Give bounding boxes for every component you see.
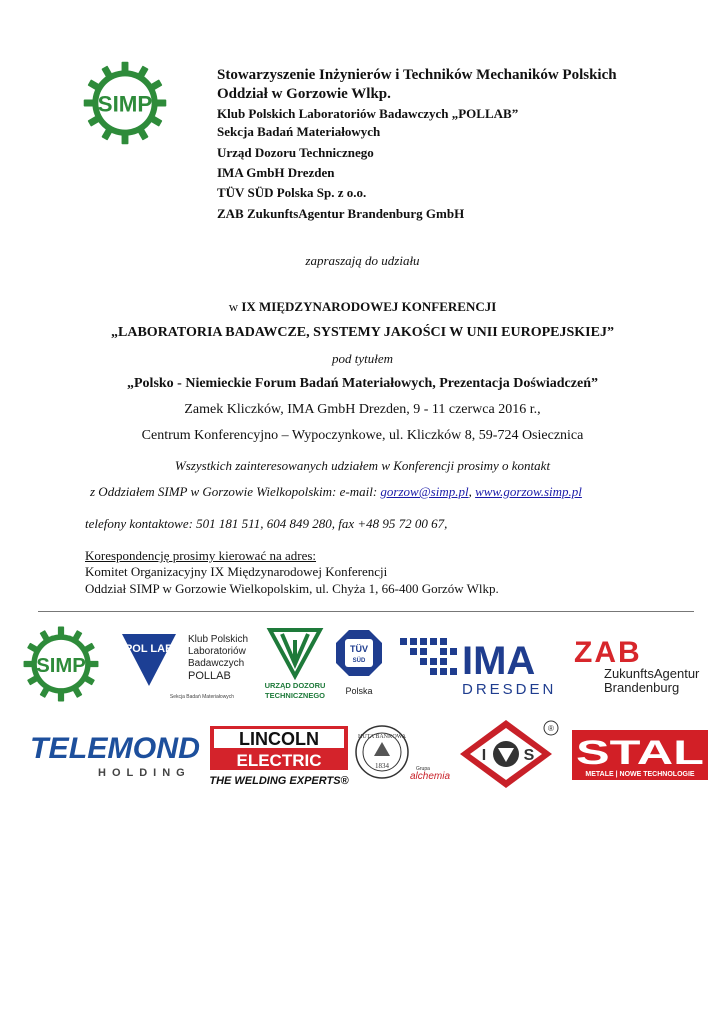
svg-text:ZukunftsAgentur: ZukunftsAgentur (604, 666, 700, 681)
svg-text:SIMP: SIMP (97, 91, 153, 117)
udt-logo (264, 626, 326, 704)
venue-address: Centrum Konferencyjno – Wypoczynkowe, ul. Kliczków 8, 59-724 Osiecznica (141, 428, 584, 443)
contact-line-1: Wszystkich zainteresowanych udziałem w Konferencji prosimy o kontakt (174, 458, 551, 473)
svg-text:®: ® (548, 724, 554, 733)
zab-logo (572, 632, 710, 696)
huta-bankowa-logo (354, 724, 452, 784)
svg-text:TECHNICZNEGO: TECHNICZNEGO (265, 691, 325, 700)
svg-text:I: I (481, 747, 487, 764)
svg-text:Grupa: Grupa (416, 766, 430, 772)
svg-text:alchemia: alchemia (410, 771, 451, 782)
svg-text:STAL: STAL (576, 734, 704, 772)
org-zab: ZAB ZukunftsAgentur Brandenburg GmbH (217, 206, 465, 221)
website-link[interactable]: www.gorzow.simp.pl (475, 484, 582, 499)
tuv-logo (334, 628, 384, 700)
svg-text:METALE | NOWE TECHNOLOGIE: METALE | NOWE TECHNOLOGIE (585, 771, 695, 778)
org-pollab: Klub Polskich Laboratoriów Badawczych „POLLAB” (217, 106, 519, 121)
telemond-logo (28, 726, 204, 782)
org-tuv: TÜV SÜD Polska Sp. z o.o. (217, 185, 367, 200)
conference-subtitle: „Polsko - Niemieckie Forum Badań Materiałowych, Prezentacja Doświadczeń” (127, 376, 598, 391)
svg-text:TELEMOND: TELEMOND (30, 732, 200, 765)
svg-text:POLLAB: POLLAB (188, 670, 231, 682)
svg-text:THE WELDING EXPERTS®: THE WELDING EXPERTS® (209, 775, 349, 787)
org-simp: Stowarzyszenie Inżynierów i Techników Mechaników Polskich (217, 67, 617, 83)
svg-text:Badawczych: Badawczych (188, 658, 245, 669)
stal-logo (570, 728, 712, 784)
svg-text:1834: 1834 (375, 762, 389, 770)
svg-text:POL LAB: POL LAB (124, 643, 174, 655)
org-udt: Urząd Dozoru Technicznego (217, 145, 374, 160)
venue-date: Zamek Kliczków, IMA GmbH Drezden, 9 - 11 czerwca 2016 r., (184, 402, 541, 417)
simp-sponsor-logo (22, 625, 100, 703)
email-link[interactable]: gorzow@simp.pl (380, 484, 469, 499)
svg-text:URZĄD DOZORU: URZĄD DOZORU (264, 681, 326, 690)
svg-text:LINCOLN: LINCOLN (239, 729, 319, 749)
conference-title: „LABORATORIA BADAWCZE, SYSTEMY JAKOŚCI W UNII EUROPEJSKIEJ” (111, 325, 614, 340)
lincoln-electric-logo (208, 724, 354, 790)
contact-phones: telefony kontaktowe: 501 181 511, 604 849 280, fax +48 95 72 00 67, (85, 516, 448, 531)
separator-line (38, 611, 694, 612)
svg-text:S: S (523, 747, 535, 764)
svg-text:SIMP: SIMP (36, 654, 86, 677)
subtitle-label: pod tytułem (331, 351, 393, 366)
contact-line-2: z Oddziałem SIMP w Gorzowie Wielkopolskim: e-mail: gorzow@simp.pl, www.gorzow.simp.pl (90, 484, 582, 499)
svg-text:Laboratoriów: Laboratoriów (188, 646, 246, 657)
org-section: Sekcja Badań Materiałowych (217, 124, 381, 139)
svg-text:HUTA BANKOWA: HUTA BANKOWA (357, 734, 407, 740)
svg-text:ZAB: ZAB (574, 636, 642, 669)
svg-text:ELECTRIC: ELECTRIC (236, 751, 322, 770)
correspondence-heading: Korespondencję prosimy kierować na adres: (85, 548, 317, 563)
correspondence-line-1: Komitet Organizacyjny IX Międzynarodowej Konferencji (85, 564, 388, 579)
pollab-logo (118, 630, 256, 702)
svg-text:Klub Polskich: Klub Polskich (188, 634, 249, 645)
svg-text:SÜD: SÜD (352, 658, 366, 664)
ima-logo (398, 636, 566, 698)
invite-text: zapraszają do udziału (305, 253, 420, 268)
correspondence-line-2: Oddział SIMP w Gorzowie Wielkopolskim, ul. Chyża 1, 66-400 Gorzów Wlkp. (85, 581, 499, 596)
svg-text:Sekcja Badań Materiałowych: Sekcja Badań Materiałowych (169, 694, 235, 700)
svg-text:Polska: Polska (345, 686, 373, 696)
svg-text:DRESDEN: DRESDEN (462, 681, 557, 698)
org-ima: IMA GmbH Drezden (217, 165, 335, 180)
conference-name: w IX MIĘDZYNARODOWEJ KONFERENCJI (228, 299, 497, 314)
svg-text:IMA: IMA (462, 639, 536, 683)
svg-text:TÜV: TÜV (350, 644, 368, 654)
simp-logo (82, 60, 168, 146)
svg-text:HOLDING: HOLDING (98, 767, 191, 779)
org-simp-branch: Oddział w Gorzowie Wlkp. (217, 86, 391, 102)
ios-logo (456, 716, 586, 792)
svg-text:Brandenburg: Brandenburg (604, 680, 680, 695)
